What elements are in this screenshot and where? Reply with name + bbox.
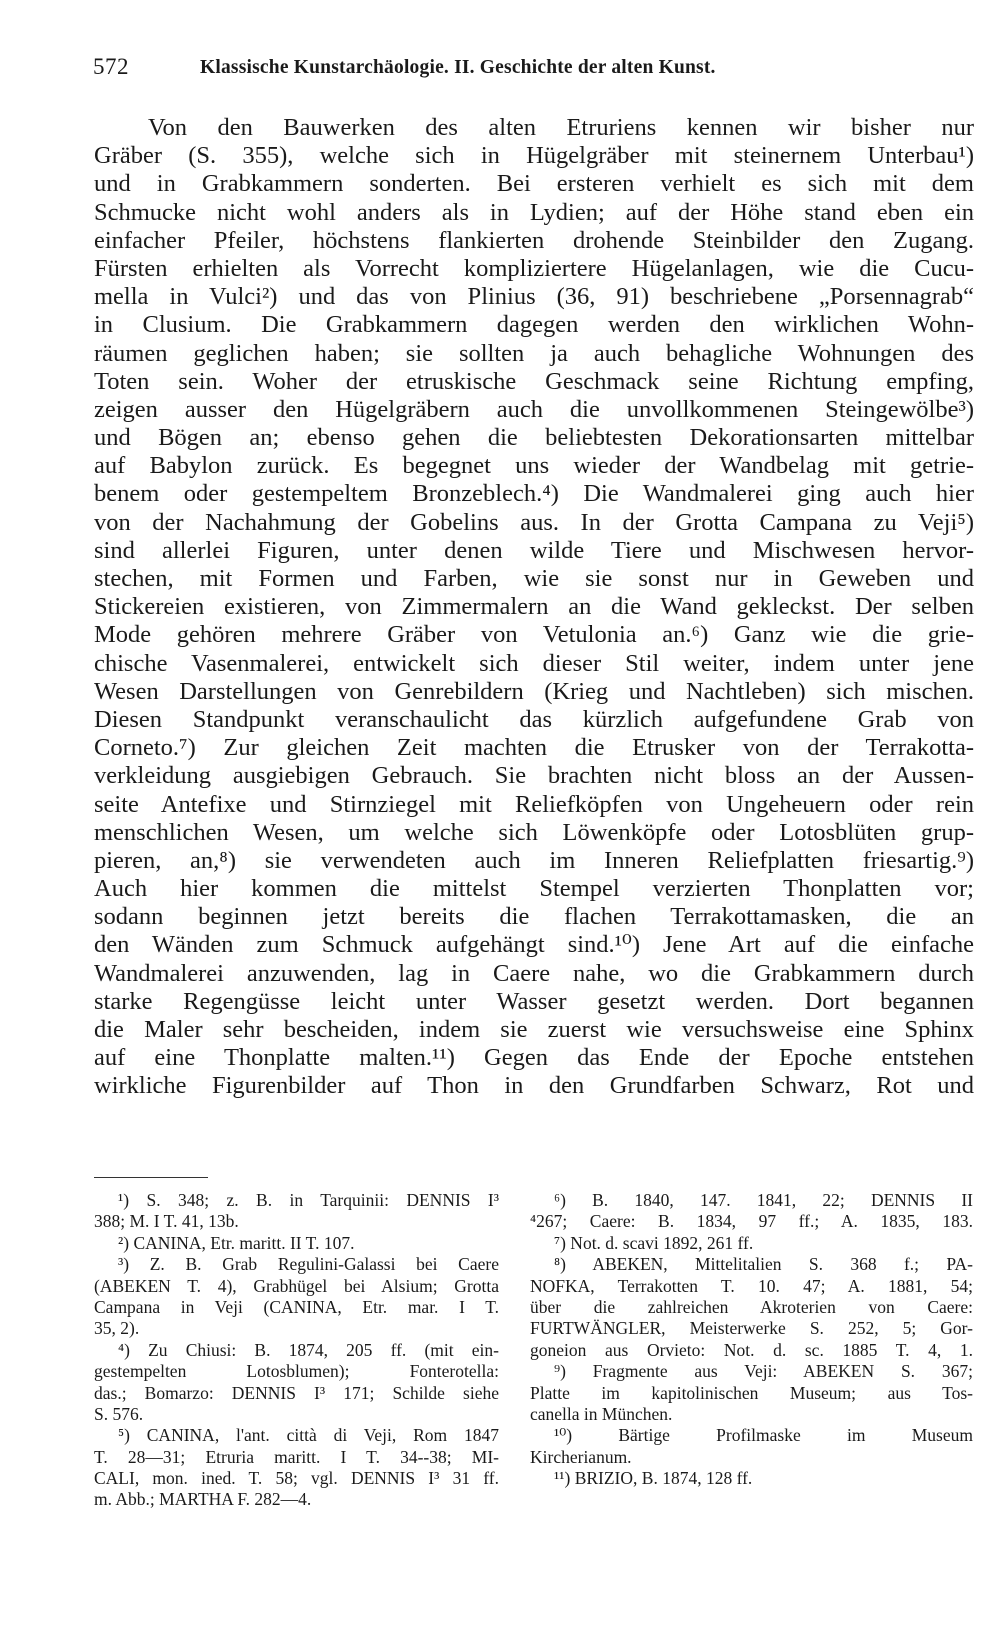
text-line: Wandmalerei anzuwenden, lag in Caere nahe, wo die Grabkammern durch — [94, 959, 974, 987]
footnote-line: ⁸) ABEKEN, Mittelitalien S. 368 f.; PA- — [554, 1254, 973, 1275]
footnote-rule — [94, 1177, 208, 1178]
footnote-line: Campana in Veji (CANINA, Etr. mar. I T. — [94, 1296, 499, 1317]
footnote-line: NOFKA, Terrakotten T. 10. 47; A. 1881, 54; — [530, 1275, 973, 1296]
footnotes-left-column — [94, 1190, 499, 1511]
text-line: benem oder gestempeltem Bronzeblech.⁴) Die Wandmalerei ging auch hier — [94, 480, 974, 508]
footnote-line: 35, 2). — [94, 1318, 140, 1339]
text-line: in Clusium. Die Grabkammern dagegen werden den wirklichen Wohn- — [94, 311, 974, 339]
text-line: Diesen Standpunkt veranschaulicht das kürzlich aufgefundene Grab von — [94, 705, 974, 733]
text-line: seite Antefixe und Stirnziegel mit Reliefköpfen von Ungeheuern oder rein — [94, 790, 974, 818]
text-line: Corneto.⁷) Zur gleichen Zeit machten die Etrusker von der Terrakotta- — [94, 734, 974, 762]
text-line: Fürsten erhielten als Vorrecht kompliziertere Hügelanlagen, wie die Cucu- — [94, 254, 974, 282]
text-line: Schmucke nicht wohl anders als in Lydien; auf der Höhe stand eben ein — [94, 198, 974, 226]
footnote-line: ⁹) Fragmente aus Veji: ABEKEN S. 367; — [554, 1361, 973, 1382]
page-number: 572 — [93, 54, 129, 79]
text-line: sodann beginnen jetzt bereits die flachen Terrakottamasken, die an — [94, 903, 974, 931]
text-line: den Wänden zum Schmuck aufgehängt sind.¹⁰) Jene Art auf die einfache — [94, 931, 974, 959]
footnote-line: CALI, mon. ined. T. 58; vgl. DENNIS I³ 31 ff. — [94, 1468, 499, 1489]
text-line: auf eine Thonplatte malten.¹¹) Gegen das Ende der Epoche entstehen — [94, 1044, 974, 1072]
text-line: Auch hier kommen die mittelst Stempel verzierten Thonplatten vor; — [94, 875, 974, 903]
text-line: und in Grabkammern sonderten. Bei ersteren verhielt es sich mit dem — [94, 170, 974, 198]
text-line: wirkliche Figurenbilder auf Thon in den Grundfarben Schwarz, Rot und — [94, 1072, 974, 1100]
footnote-line: (ABEKEN T. 4), Grabhügel bei Alsium; Grotta — [94, 1275, 499, 1296]
footnote-line: ¹⁰) Bärtige Profilmaske im Museum — [554, 1425, 973, 1446]
footnote-line: S. 576. — [94, 1403, 144, 1424]
text-line: verkleidung ausgiebigen Gebrauch. Sie brachten nicht bloss an der Aussen- — [94, 762, 974, 790]
footnote-line: ⁵) CANINA, l'ant. città di Veji, Rom 1847 — [118, 1425, 499, 1446]
text-line: auf Babylon zurück. Es begegnet uns wieder der Wandbelag mit getrie- — [94, 452, 974, 480]
text-line: Mode gehören mehrere Gräber von Vetulonia an.⁶) Ganz wie die grie- — [94, 621, 974, 649]
text-line: Stickereien existieren, von Zimmermalern an die Wand gekleckst. Der selben — [94, 593, 974, 621]
footnote-line: 388; M. I T. 41, 13b. — [94, 1211, 239, 1232]
text-line: Toten sein. Woher der etruskische Geschmack seine Richtung empfing, — [94, 367, 974, 395]
text-line: menschlichen Wesen, um welche sich Löwenköpfe oder Lotosblüten grup- — [94, 818, 974, 846]
text-line: pieren, an,⁸) sie verwendeten auch im Inneren Reliefplatten friesartig.⁹) — [94, 846, 974, 874]
footnote-line: FURTWÄNGLER, Meisterwerke S. 252, 5; Gor- — [530, 1318, 973, 1339]
text-line: die Maler sehr bescheiden, indem sie zuerst wie versuchsweise eine Sphinx — [94, 1016, 974, 1043]
footnote-line: goneion aus Orvieto: Not. d. sc. 1885 T. 4, 1. — [530, 1339, 973, 1360]
page-header — [93, 54, 973, 94]
text-line: räumen geglichen haben; sie sollten ja auch behagliche Wohnungen des — [94, 339, 974, 367]
text-line: starke Regengüsse leicht unter Wasser gesetzt werden. Dort begannen — [94, 987, 974, 1015]
footnote-line: canella in München. — [530, 1403, 673, 1424]
text-line: sind allerlei Figuren, unter denen wilde Tiere und Mischwesen hervor- — [94, 536, 974, 564]
footnote-line: Platte im kapitolinischen Museum; aus Tos- — [530, 1382, 973, 1403]
footnote-line: ¹) S. 348; z. B. in Tarquinii: DENNIS I³ — [118, 1190, 499, 1210]
footnote-line: m. Abb.; MARTHA F. 282—4. — [94, 1489, 312, 1510]
text-line: einfacher Pfeiler, höchstens flankierten drohende Steinbilder den Zugang. — [94, 226, 974, 254]
footnote-line: ⁷) Not. d. scavi 1892, 261 ff. — [554, 1232, 754, 1253]
footnote-line: ³) Z. B. Grab Regulini-Galassi bei Caere — [118, 1254, 499, 1275]
footnote-line: T. 28—31; Etruria maritt. I T. 34--38; MI- — [94, 1446, 499, 1467]
footnotes-right-column — [530, 1190, 973, 1489]
text-line: Gräber (S. 355), welche sich in Hügelgräber mit steinernem Unterbau¹) — [94, 142, 974, 170]
footnote-line: ⁶) B. 1840, 147. 1841, 22; DENNIS II — [554, 1190, 973, 1210]
footnote-line: über die zahlreichen Akroterien von Caere: — [530, 1296, 973, 1317]
footnote-line: das.; Bomarzo: DENNIS I³ 171; Schilde siehe — [94, 1382, 499, 1403]
footnote-line: ¹¹) BRIZIO, B. 1874, 128 ff. — [554, 1468, 753, 1489]
text-line: und Bögen an; ebenso gehen die beliebtesten Dekorationsarten mittelbar — [94, 424, 974, 452]
text-line: Von den Bauwerken des alten Etruriens kennen wir bisher nur — [148, 114, 974, 141]
text-line: zeigen ausser den Hügelgräbern auch die unvollkommenen Steingewölbe³) — [94, 395, 974, 423]
text-line: mella in Vulci²) und das von Plinius (36, 91) beschriebene „Porsennagrab“ — [94, 283, 974, 311]
text-line: chische Vasenmalerei, entwickelt sich dieser Stil weiter, indem unter jene — [94, 649, 974, 677]
footnote-line: ²) CANINA, Etr. maritt. II T. 107. — [118, 1232, 355, 1253]
text-line: von der Nachahmung der Gobelins aus. In der Grotta Campana zu Veji⁵) — [94, 508, 974, 536]
footnote-line: Kircherianum. — [530, 1446, 632, 1467]
footnote-line: gestempelten Lotosblumen); Fonterotella: — [94, 1361, 499, 1382]
text-line: Wesen Darstellungen von Genrebildern (Krieg und Nachtleben) sich mischen. — [94, 677, 974, 705]
text-line: stechen, mit Formen und Farben, wie sie sonst nur in Geweben und — [94, 565, 974, 592]
running-head: Klassische Kunstarchäologie. II. Geschichte der alten Kunst. — [200, 57, 716, 78]
footnote-line: ⁴) Zu Chiusi: B. 1874, 205 ff. (mit ein- — [118, 1339, 499, 1360]
footnote-line: ⁴267; Caere: B. 1834, 97 ff.; A. 1835, 183. — [530, 1211, 973, 1232]
main-text — [94, 114, 974, 1101]
